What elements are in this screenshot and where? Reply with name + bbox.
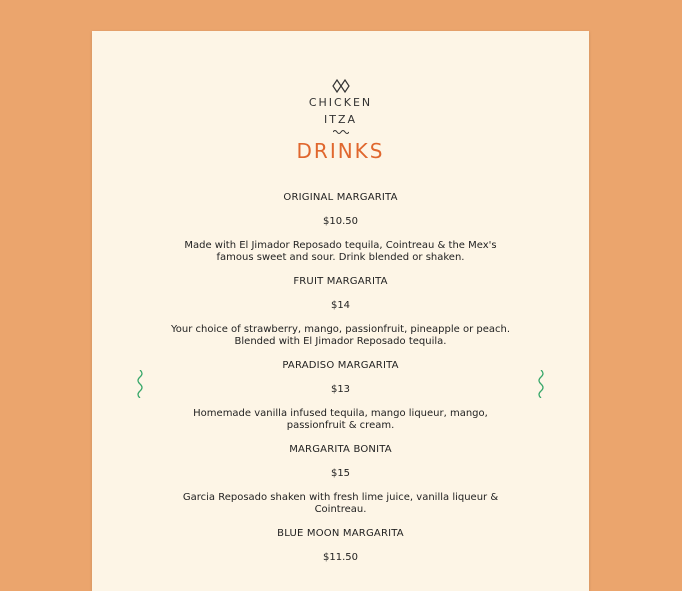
item-name: PARADISO MARGARITA	[282, 360, 399, 371]
menu-item	[92, 360, 589, 432]
item-description	[171, 408, 511, 432]
menu-card	[92, 31, 589, 591]
menu-item	[92, 192, 589, 264]
diamond-logo-icon	[332, 79, 350, 93]
item-description-line: Homemade vanilla infused tequila, mango liqueur, mango,	[193, 408, 488, 419]
item-name: BLUE MOON MARGARITA	[277, 528, 404, 539]
restaurant-name-line1: CHICKEN	[308, 96, 373, 109]
item-price: $10.50	[323, 216, 358, 227]
item-description-line: passionfruit & cream.	[286, 420, 395, 431]
menu-item	[92, 444, 589, 516]
wave-icon	[333, 129, 349, 134]
item-price: $15	[330, 468, 351, 479]
item-name: ORIGINAL MARGARITA	[283, 192, 398, 203]
item-price: $11.50	[323, 552, 358, 563]
item-description-line: Your choice of strawberry, mango, passionfruit, pineapple or peach.	[170, 324, 511, 335]
item-price: $13	[330, 384, 351, 395]
item-description-line: Cointreau.	[314, 504, 367, 515]
menu-list	[92, 192, 589, 576]
item-name: MARGARITA BONITA	[289, 444, 392, 455]
item-description-line: Made with El Jimador Reposado tequila, Cointreau & the Mex's	[184, 240, 497, 251]
item-price: $14	[330, 300, 351, 311]
item-description	[171, 240, 511, 264]
item-description-line: Garcia Reposado shaken with fresh lime juice, vanilla liqueur &	[182, 492, 499, 503]
item-name: FRUIT MARGARITA	[293, 276, 388, 287]
item-description-line: famous sweet and sour. Drink blended or shaken.	[216, 252, 465, 263]
section-title: DRINKS	[296, 139, 385, 163]
menu-item	[92, 276, 589, 348]
item-description	[171, 324, 511, 348]
restaurant-name-line2: ITZA	[323, 113, 358, 126]
item-description-line: Blended with El Jimador Reposado tequila.	[234, 336, 447, 347]
menu-item	[92, 528, 589, 564]
item-description	[171, 492, 511, 516]
restaurant-logo	[92, 79, 589, 134]
